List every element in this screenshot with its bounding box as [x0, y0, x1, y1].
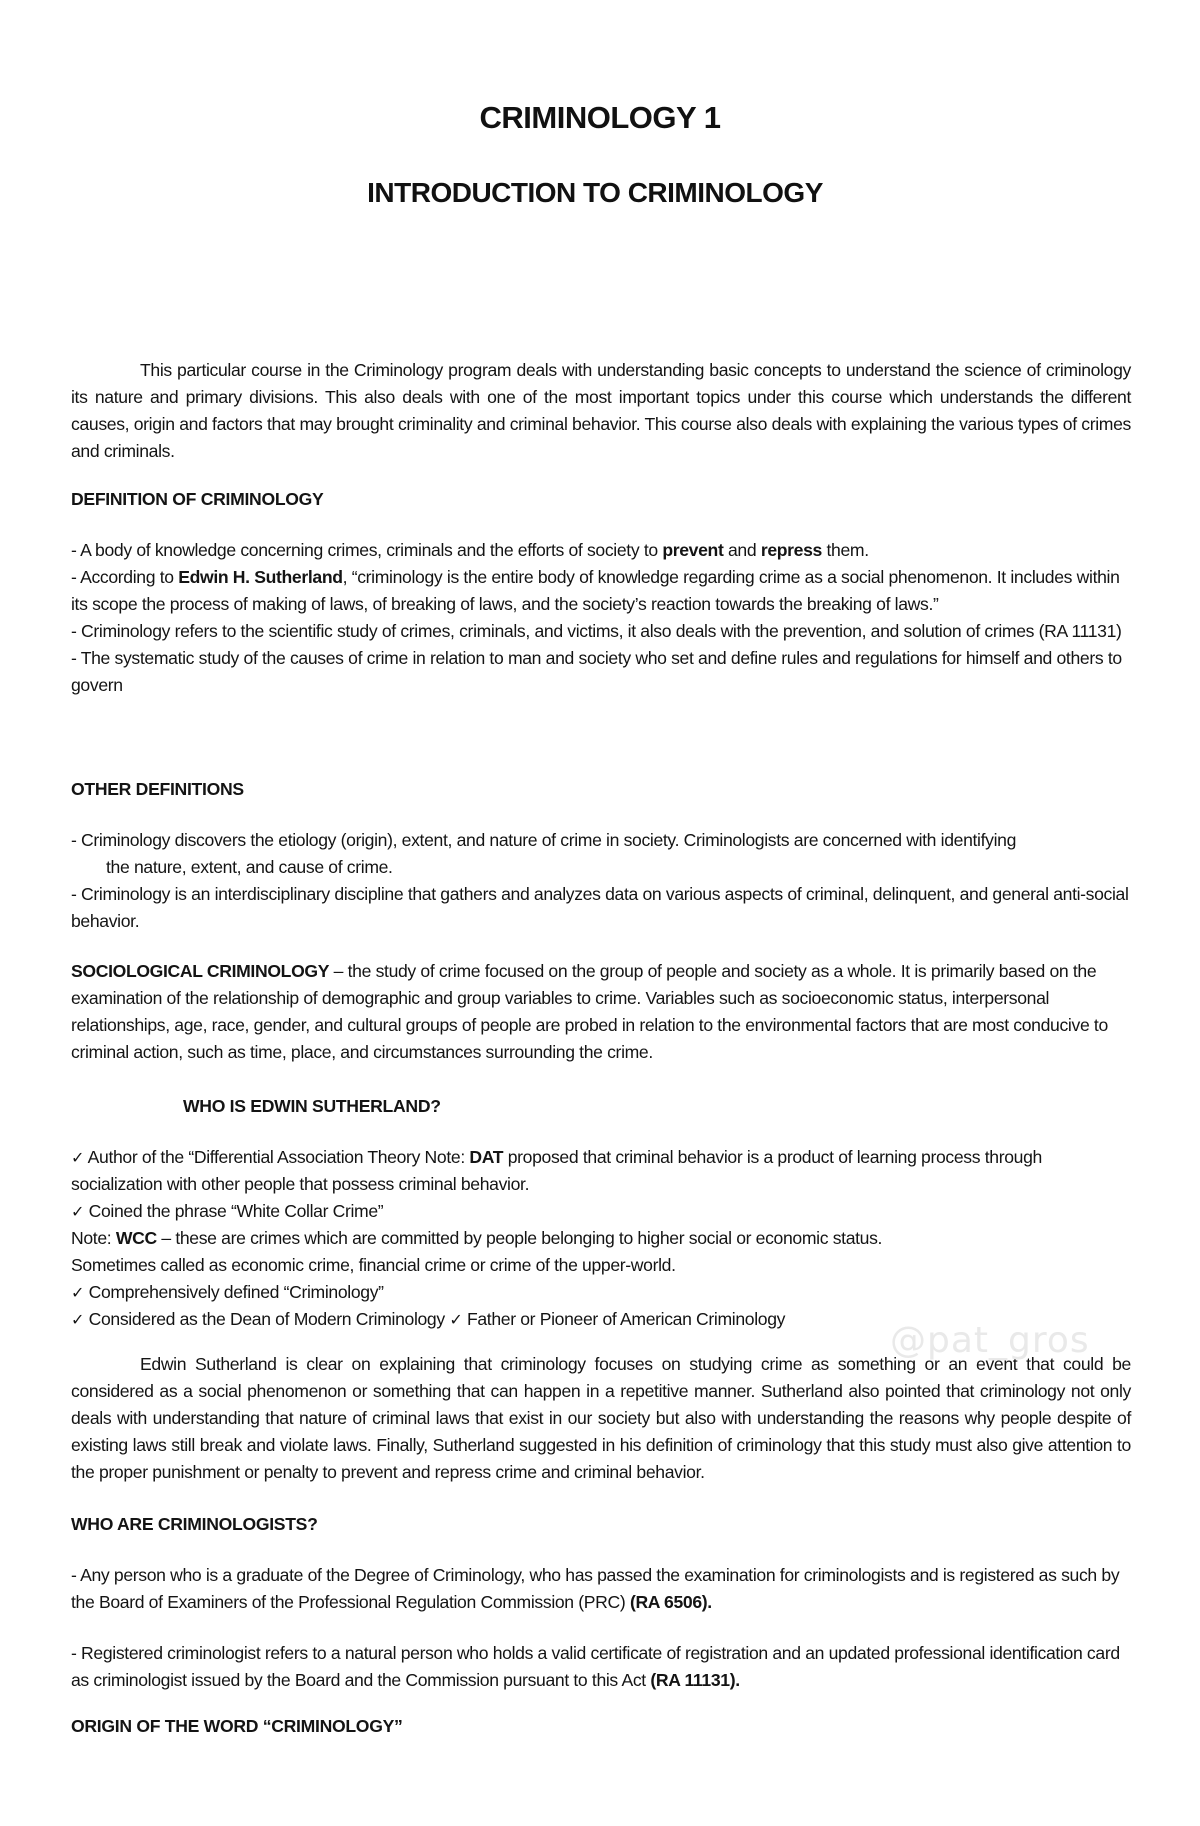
other-definitions-heading: OTHER DEFINITIONS [71, 779, 244, 799]
definition-item-4: - The systematic study of the causes of crime in relation to man and society who set and define rules and regulations for himself and others to govern [71, 648, 1122, 695]
sutherland-section [71, 1093, 1131, 1486]
document-subtitle: INTRODUCTION TO CRIMINOLOGY [367, 177, 823, 208]
checkmark-icon: ✓ [71, 1310, 85, 1329]
checkmark-icon: ✓ [71, 1283, 85, 1302]
checkmark-icon: ✓ [71, 1148, 85, 1167]
sutherland-heading: WHO IS EDWIN SUTHERLAND? [183, 1096, 441, 1116]
criminologists-section [71, 1511, 1131, 1694]
definition-item-2: - According to Edwin H. Sutherland, “criminology is the entire body of knowledge regarding crime as a social phenomenon. It includes within its scope the process of making of laws, of breaking of laws, and the society’s reaction towards the breaking of laws.” [71, 567, 1120, 614]
watermark-text: @pat_gros [890, 1320, 1090, 1361]
document-title: CRIMINOLOGY 1 [479, 100, 721, 135]
sutherland-item-3: ✓ Comprehensively defined “Criminology” [71, 1282, 384, 1302]
sutherland-note-2: Sometimes called as economic crime, financial crime or crime of the upper-world. [71, 1255, 676, 1275]
sutherland-item-2: ✓ Coined the phrase “White Collar Crime” [71, 1201, 384, 1221]
intro-section [71, 357, 1131, 465]
definition-section [71, 486, 1131, 699]
checkmark-icon: ✓ [71, 1202, 85, 1221]
sutherland-note: Note: WCC – these are crimes which are committed by people belonging to higher social or economic status. [71, 1228, 883, 1248]
intro-paragraph: This particular course in the Criminology program deals with understanding basic concepts to understand the science of criminology its nature and primary divisions. This also deals with one of the most important topics under this course which understands the different causes, origin and factors that may brought criminality and criminal behavior. This course also deals with explaining the various types of crimes and criminals. [71, 360, 1131, 461]
definition-item-1: - A body of knowledge concerning crimes, criminals and the efforts of society to prevent and repress them. [71, 540, 869, 560]
checkmark-icon: ✓ [449, 1310, 463, 1329]
definition-heading: DEFINITION OF CRIMINOLOGY [71, 489, 324, 509]
criminologists-paragraph-2: - Registered criminologist refers to a natural person who holds a valid certificate of registration and an updated professional identification card as criminologist issued by the Board and the Commission pursuant to this Act (RA 11131). [71, 1643, 1120, 1690]
sociological-term: SOCIOLOGICAL CRIMINOLOGY [71, 961, 330, 981]
sutherland-item-4: ✓ Considered as the Dean of Modern Criminology ✓ Father or Pioneer of American Criminology [71, 1309, 786, 1329]
definition-item-3: - Criminology refers to the scientific study of crimes, criminals, and victims, it also deals with the prevention, and solution of crimes (RA 11131) [71, 621, 1122, 641]
other-definition-item-1: - Criminology discovers the etiology (origin), extent, and nature of crime in society. Criminologists are concerned with identifying [71, 830, 1017, 850]
other-definition-item-1-cont: the nature, extent, and cause of crime. [106, 857, 393, 877]
sociological-section [71, 958, 1131, 1066]
origin-heading: ORIGIN OF THE WORD “CRIMINOLOGY” [71, 1716, 403, 1736]
origin-section [71, 1713, 1131, 1740]
sutherland-item-1: ✓ Author of the “Differential Association Theory Note: DAT proposed that criminal behavior is a product of learning process through socialization with other people that possess criminal behavior. [71, 1147, 1042, 1194]
criminologists-paragraph-1: - Any person who is a graduate of the Degree of Criminology, who has passed the examination for criminologists and is registered as such by the Board of Examiners of the Professional Regulation Commission (PRC) (RA 6506). [71, 1565, 1120, 1612]
sociological-paragraph: SOCIOLOGICAL CRIMINOLOGY – the study of crime focused on the group of people and society as a whole. It is primarily based on the examination of the relationship of demographic and group variables to crime. Variables such as socioeconomic status, interpersonal relationships, age, race, gender, and cultural groups of people are probed in relation to the environmental factors that are most conducive to criminal action, such as time, place, and circumstances surrounding the crime. [71, 961, 1108, 1062]
other-definitions-section [71, 776, 1131, 935]
other-definition-item-2: - Criminology is an interdisciplinary discipline that gathers and analyzes data on various aspects of criminal, delinquent, and general anti-social behavior. [71, 884, 1129, 931]
criminologists-heading: WHO ARE CRIMINOLOGISTS? [71, 1514, 318, 1534]
sutherland-paragraph: Edwin Sutherland is clear on explaining that criminology focuses on studying crime as something or an event that could be considered as a social phenomenon or something that can happen in a repetitive manner. Sutherland also pointed that criminology not only deals with understanding that nature of criminal laws that exist in our society but also with understanding the reasons why people despite of existing laws still break and violate laws. Finally, Sutherland suggested in his definition of criminology that this study must also give attention to the proper punishment or penalty to prevent and repress crime and criminal behavior. [71, 1354, 1131, 1482]
